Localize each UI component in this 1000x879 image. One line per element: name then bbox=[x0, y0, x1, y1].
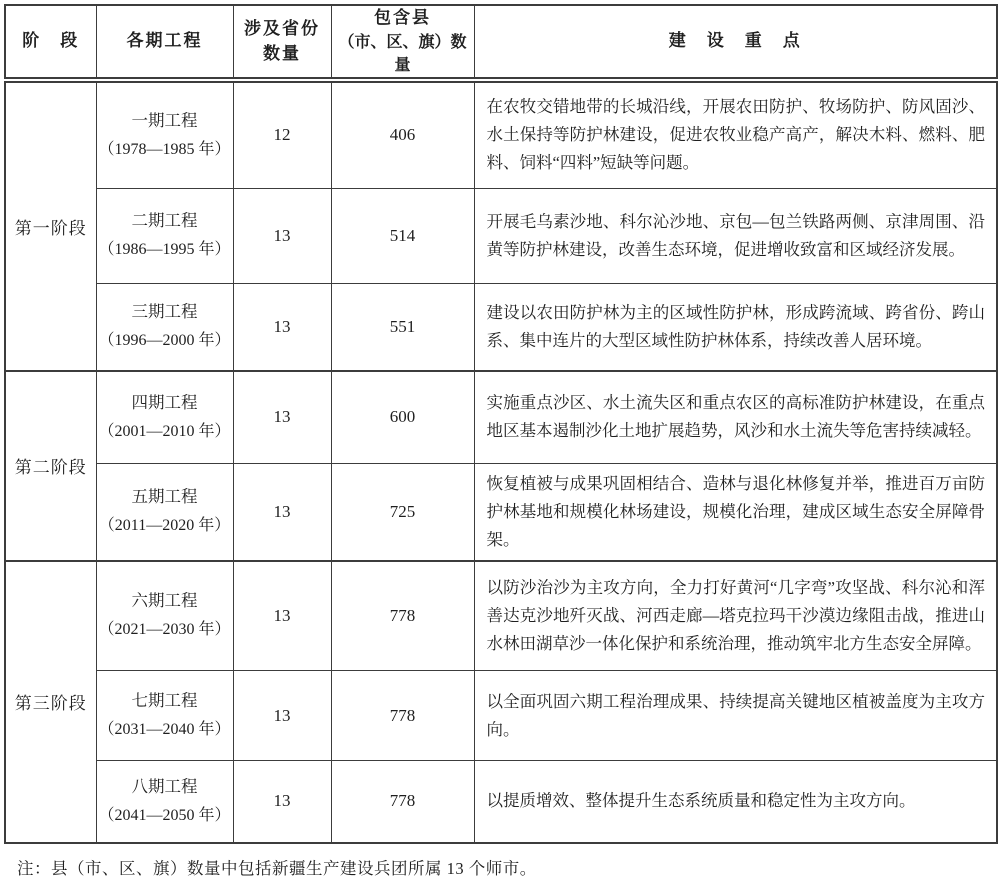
provinces-count: 13 bbox=[233, 671, 331, 761]
project-period: （1996—2000 年） bbox=[98, 332, 231, 350]
table-row bbox=[5, 463, 997, 561]
project-name: 三期工程 bbox=[131, 302, 198, 322]
project-cell bbox=[96, 283, 233, 371]
header-counties-line1: 包含县 bbox=[374, 8, 431, 27]
project-name: 五期工程 bbox=[131, 487, 198, 507]
project-period: （1986—1995 年） bbox=[98, 240, 231, 258]
header-counties-line2: （市、区、旗）数量 bbox=[338, 33, 467, 74]
project-cell bbox=[96, 463, 233, 561]
focus-text: 在农牧交错地带的长城沿线，开展农田防护、牧场防护、防风固沙、水土保持等防护林建设，促进农牧业稳产高产，解决木料、燃料、肥料、饲料“四料”短缺等问题。 bbox=[474, 80, 997, 188]
counties-count: 778 bbox=[331, 761, 474, 843]
project-name: 八期工程 bbox=[131, 776, 198, 796]
counties-count: 778 bbox=[331, 561, 474, 671]
counties-count: 551 bbox=[331, 283, 474, 371]
project-name: 一期工程 bbox=[131, 110, 198, 130]
stage-cell: 第三阶段 bbox=[5, 561, 96, 843]
focus-text: 以全面巩固六期工程治理成果、持续提高关键地区植被盖度为主攻方向。 bbox=[474, 671, 997, 761]
project-cell bbox=[96, 80, 233, 188]
project-cell bbox=[96, 761, 233, 843]
focus-text: 开展毛乌素沙地、科尔沁沙地、京包—包兰铁路两侧、京津周围、沿黄等防护林建设，改善生态环境，促进增收致富和区域经济发展。 bbox=[474, 188, 997, 283]
project-period: （2021—2030 年） bbox=[98, 621, 231, 639]
focus-text: 建设以农田防护林为主的区域性防护林，形成跨流域、跨省份、跨山系、集中连片的大型区域性防护林体系，持续改善人居环境。 bbox=[474, 283, 997, 371]
focus-text: 以防沙治沙为主攻方向，全力打好黄河“几字弯”攻坚战、科尔沁和浑善达克沙地歼灭战、河西走廊—塔克拉玛干沙漠边缘阻击战，推进山水林田湖草沙一体化保护和系统治理，推动筑牢北方生态安全屏障。 bbox=[474, 561, 997, 671]
project-period: （2031—2040 年） bbox=[98, 720, 231, 738]
project-cell bbox=[96, 371, 233, 463]
counties-count: 725 bbox=[331, 463, 474, 561]
project-cell bbox=[96, 671, 233, 761]
provinces-count: 13 bbox=[233, 463, 331, 561]
table-row bbox=[5, 671, 997, 761]
provinces-count: 13 bbox=[233, 371, 331, 463]
project-cell bbox=[96, 561, 233, 671]
counties-count: 778 bbox=[331, 671, 474, 761]
project-cell bbox=[96, 188, 233, 283]
focus-text: 实施重点沙区、水土流失区和重点农区的高标准防护林建设，在重点地区基本遏制沙化土地扩展趋势，风沙和水土流失等危害持续减轻。 bbox=[474, 371, 997, 463]
provinces-count: 13 bbox=[233, 283, 331, 371]
table-row bbox=[5, 371, 997, 463]
provinces-count: 12 bbox=[233, 80, 331, 188]
table-row bbox=[5, 283, 997, 371]
project-name: 六期工程 bbox=[131, 591, 198, 611]
project-name: 七期工程 bbox=[131, 691, 198, 711]
header-provinces-line1: 涉及省份 bbox=[244, 18, 320, 38]
header-counties bbox=[331, 5, 474, 80]
header-focus: 建 设 重 点 bbox=[474, 5, 997, 80]
provinces-count: 13 bbox=[233, 561, 331, 671]
header-provinces bbox=[233, 5, 331, 80]
stage-cell: 第一阶段 bbox=[5, 80, 96, 371]
table-row bbox=[5, 561, 997, 671]
table-footnote: 注：县（市、区、旗）数量中包括新疆生产建设兵团所属 13 个师市。 bbox=[17, 858, 537, 878]
project-name: 四期工程 bbox=[131, 392, 198, 412]
table-row bbox=[5, 80, 997, 188]
counties-count: 406 bbox=[331, 80, 474, 188]
project-period: （2001—2010 年） bbox=[98, 422, 231, 440]
header-provinces-line2: 数量 bbox=[263, 43, 301, 63]
project-period: （1978—1985 年） bbox=[98, 140, 231, 158]
project-phases-table bbox=[4, 4, 998, 844]
provinces-count: 13 bbox=[233, 761, 331, 843]
counties-count: 514 bbox=[331, 188, 474, 283]
focus-text: 恢复植被与成果巩固相结合、造林与退化林修复并举，推进百万亩防护林基地和规模化林场建设，规模化治理，建成区域生态安全屏障骨架。 bbox=[474, 463, 997, 561]
stage-cell: 第二阶段 bbox=[5, 371, 96, 561]
project-name: 二期工程 bbox=[131, 211, 198, 231]
table-row bbox=[5, 761, 997, 843]
table-header-row bbox=[5, 5, 997, 80]
header-project: 各期工程 bbox=[96, 5, 233, 80]
project-period: （2011—2020 年） bbox=[98, 516, 231, 534]
header-stage: 阶 段 bbox=[5, 5, 96, 80]
focus-text: 以提质增效、整体提升生态系统质量和稳定性为主攻方向。 bbox=[474, 761, 997, 843]
provinces-count: 13 bbox=[233, 188, 331, 283]
project-period: （2041—2050 年） bbox=[98, 806, 231, 824]
counties-count: 600 bbox=[331, 371, 474, 463]
table-row bbox=[5, 188, 997, 283]
